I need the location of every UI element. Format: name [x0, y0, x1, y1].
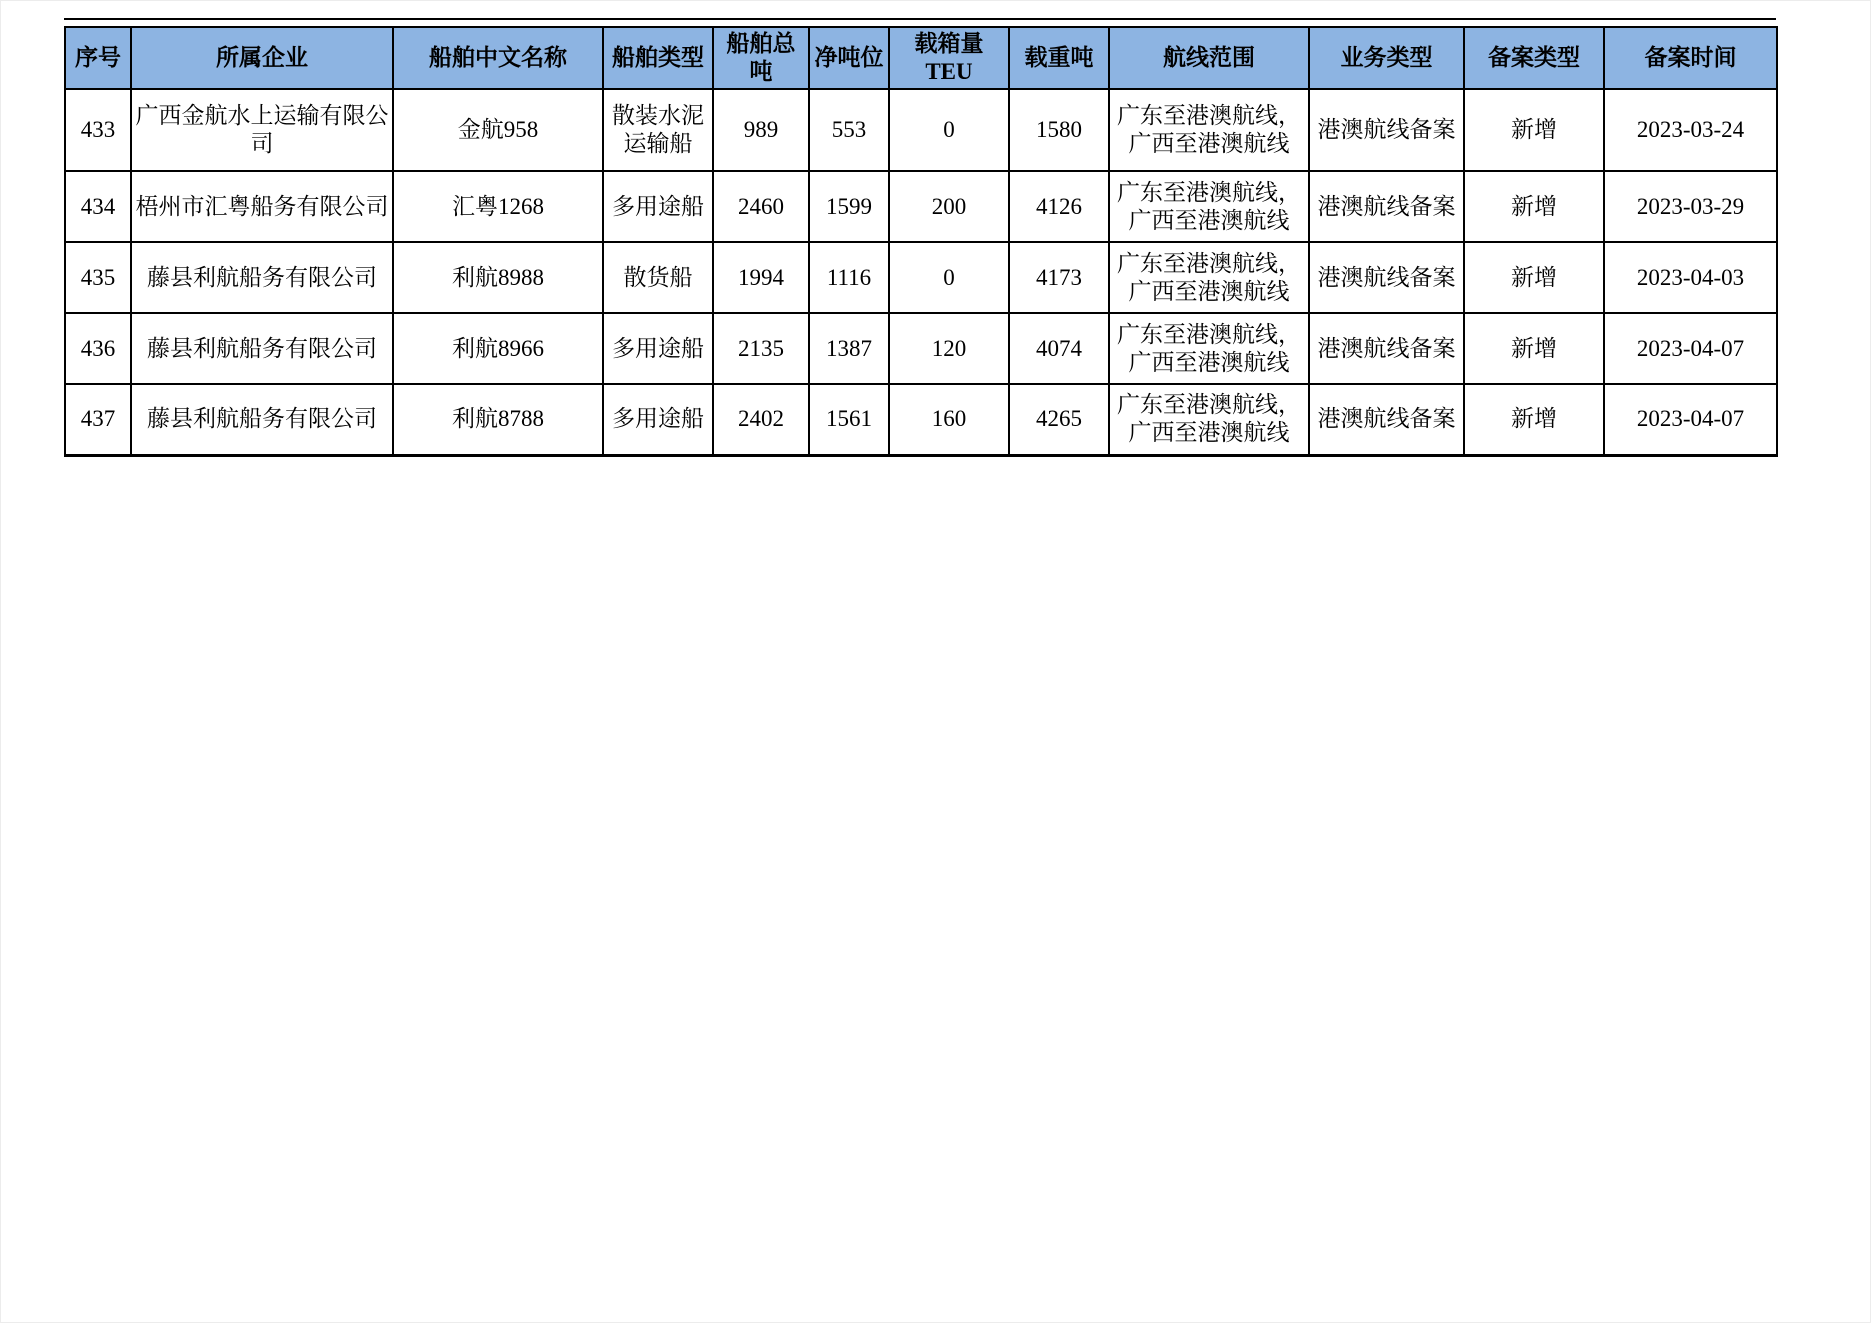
- header-business-type: 业务类型: [1309, 27, 1464, 89]
- cell-ship-name: 金航958: [393, 89, 603, 171]
- cell-business-type: 港澳航线备案: [1309, 384, 1464, 455]
- cell-ship-name: 利航8788: [393, 384, 603, 455]
- cell-filing-type: 新增: [1464, 384, 1604, 455]
- cell-ship-type: 散货船: [603, 242, 713, 313]
- cell-net-tonnage: 553: [809, 89, 889, 171]
- header-company: 所属企业: [131, 27, 393, 89]
- ship-filing-table: [64, 26, 1778, 457]
- cell-ship-type: 散装水泥运输船: [603, 89, 713, 171]
- cell-seq: 435: [65, 242, 131, 313]
- cell-seq: 433: [65, 89, 131, 171]
- cell-business-type: 港澳航线备案: [1309, 89, 1464, 171]
- cell-ship-name: 汇粤1268: [393, 171, 603, 242]
- table-row: [65, 242, 1777, 313]
- header-net-tonnage: 净吨位: [809, 27, 889, 89]
- cell-teu: 0: [889, 89, 1009, 171]
- cell-gross-tonnage: 2402: [713, 384, 809, 455]
- table-row: [65, 171, 1777, 242]
- cell-filing-type: 新增: [1464, 313, 1604, 384]
- cell-net-tonnage: 1561: [809, 384, 889, 455]
- table-top-rule: [64, 18, 1776, 20]
- table-row: [65, 89, 1777, 171]
- cell-seq: 434: [65, 171, 131, 242]
- document-page: [64, 18, 1776, 457]
- cell-deadweight: 4173: [1009, 242, 1109, 313]
- cell-ship-name: 利航8966: [393, 313, 603, 384]
- cell-gross-tonnage: 2460: [713, 171, 809, 242]
- cell-gross-tonnage: 2135: [713, 313, 809, 384]
- cell-ship-type: 多用途船: [603, 384, 713, 455]
- header-row: [65, 27, 1777, 89]
- header-filing-date: 备案时间: [1604, 27, 1777, 89]
- cell-net-tonnage: 1116: [809, 242, 889, 313]
- cell-route: 广东至港澳航线，广西至港澳航线: [1109, 242, 1309, 313]
- cell-gross-tonnage: 1994: [713, 242, 809, 313]
- cell-ship-type: 多用途船: [603, 313, 713, 384]
- header-route: 航线范围: [1109, 27, 1309, 89]
- header-gross-tonnage: 船舶总吨: [713, 27, 809, 89]
- cell-teu: 200: [889, 171, 1009, 242]
- cell-deadweight: 4265: [1009, 384, 1109, 455]
- cell-filing-date: 2023-04-07: [1604, 384, 1777, 455]
- cell-filing-type: 新增: [1464, 89, 1604, 171]
- header-deadweight: 载重吨: [1009, 27, 1109, 89]
- cell-seq: 436: [65, 313, 131, 384]
- header-ship-name: 船舶中文名称: [393, 27, 603, 89]
- cell-business-type: 港澳航线备案: [1309, 242, 1464, 313]
- cell-filing-date: 2023-04-07: [1604, 313, 1777, 384]
- cell-net-tonnage: 1387: [809, 313, 889, 384]
- cell-filing-type: 新增: [1464, 171, 1604, 242]
- cell-company: 广西金航水上运输有限公司: [131, 89, 393, 171]
- cell-filing-type: 新增: [1464, 242, 1604, 313]
- cell-route: 广东至港澳航线，广西至港澳航线: [1109, 313, 1309, 384]
- cell-business-type: 港澳航线备案: [1309, 171, 1464, 242]
- cell-company: 藤县利航船务有限公司: [131, 384, 393, 455]
- cell-company: 梧州市汇粤船务有限公司: [131, 171, 393, 242]
- cell-route: 广东至港澳航线，广西至港澳航线: [1109, 171, 1309, 242]
- header-filing-type: 备案类型: [1464, 27, 1604, 89]
- cell-business-type: 港澳航线备案: [1309, 313, 1464, 384]
- header-seq: 序号: [65, 27, 131, 89]
- header-ship-type: 船舶类型: [603, 27, 713, 89]
- cell-net-tonnage: 1599: [809, 171, 889, 242]
- header-teu: 载箱量TEU: [889, 27, 1009, 89]
- cell-route: 广东至港澳航线，广西至港澳航线: [1109, 384, 1309, 455]
- cell-deadweight: 1580: [1009, 89, 1109, 171]
- table-row: [65, 313, 1777, 384]
- cell-route: 广东至港澳航线，广西至港澳航线: [1109, 89, 1309, 171]
- cell-ship-type: 多用途船: [603, 171, 713, 242]
- cell-teu: 0: [889, 242, 1009, 313]
- cell-deadweight: 4074: [1009, 313, 1109, 384]
- cell-company: 藤县利航船务有限公司: [131, 313, 393, 384]
- table-row: [65, 384, 1777, 455]
- cell-filing-date: 2023-03-24: [1604, 89, 1777, 171]
- cell-seq: 437: [65, 384, 131, 455]
- cell-company: 藤县利航船务有限公司: [131, 242, 393, 313]
- cell-filing-date: 2023-04-03: [1604, 242, 1777, 313]
- cell-teu: 120: [889, 313, 1009, 384]
- cell-deadweight: 4126: [1009, 171, 1109, 242]
- cell-gross-tonnage: 989: [713, 89, 809, 171]
- cell-filing-date: 2023-03-29: [1604, 171, 1777, 242]
- cell-ship-name: 利航8988: [393, 242, 603, 313]
- cell-teu: 160: [889, 384, 1009, 455]
